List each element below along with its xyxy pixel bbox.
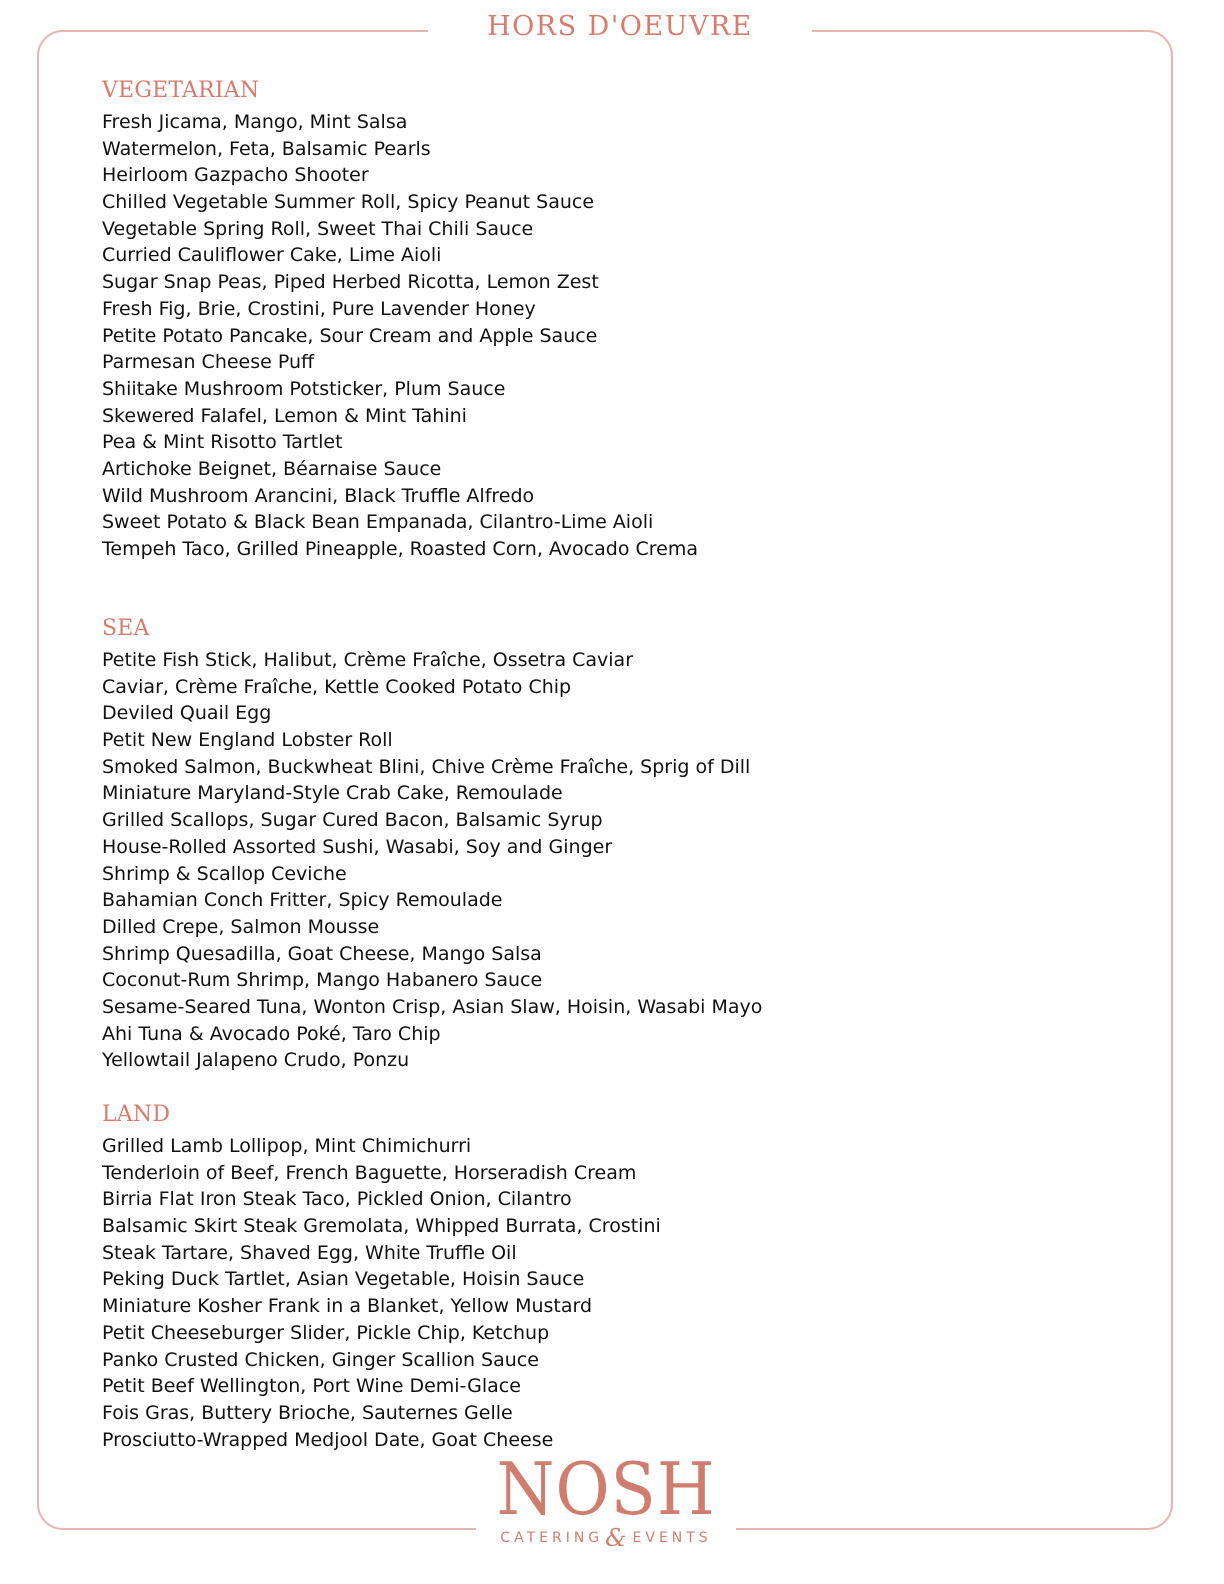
menu-item: Petit New England Lobster Roll	[102, 729, 393, 752]
menu-item: Sweet Potato & Black Bean Empanada, Cilantro-Lime Aioli	[102, 511, 654, 534]
menu-item: Smoked Salmon, Buckwheat Blini, Chive Crème Fraîche, Sprig of Dill	[102, 755, 751, 778]
menu-item: Miniature Maryland-Style Crab Cake, Remoulade	[102, 782, 563, 805]
menu-item: Vegetable Spring Roll, Sweet Thai Chili Sauce	[102, 217, 534, 240]
menu-item: Grilled Scallops, Sugar Cured Bacon, Balsamic Syrup	[102, 809, 603, 832]
menu-item: Shrimp & Scallop Ceviche	[102, 862, 347, 885]
section-sea	[102, 614, 1102, 1074]
menu-item: Panko Crusted Chicken, Ginger Scallion Sauce	[102, 1348, 539, 1371]
menu-item: Yellowtail Jalapeno Crudo, Ponzu	[102, 1049, 410, 1072]
logo-wordmark: NOSH	[496, 1447, 716, 1531]
menu-item: Petite Potato Pancake, Sour Cream and Apple Sauce	[102, 324, 598, 347]
logo-ampersand: &	[605, 1524, 627, 1552]
page-title: HORS D'OEUVRE	[487, 11, 753, 42]
menu-item: Chilled Vegetable Summer Roll, Spicy Peanut Sauce	[102, 191, 595, 214]
menu-item: Bahamian Conch Fritter, Spicy Remoulade	[102, 889, 503, 912]
menu-item: Prosciutto-Wrapped Medjool Date, Goat Cheese	[102, 1428, 554, 1451]
section-land	[102, 1100, 1102, 1453]
menu-item: Miniature Kosher Frank in a Blanket, Yellow Mustard	[102, 1295, 593, 1318]
menu-item: Sesame-Seared Tuna, Wonton Crisp, Asian Slaw, Hoisin, Wasabi Mayo	[102, 995, 763, 1018]
section-heading-land: LAND	[102, 1102, 171, 1127]
menu-item: Curried Cauliflower Cake, Lime Aioli	[102, 244, 442, 267]
menu-item: Balsamic Skirt Steak Gremolata, Whipped Burrata, Crostini	[102, 1215, 661, 1238]
section-vegetarian	[102, 76, 1102, 563]
menu-item: Heirloom Gazpacho Shooter	[102, 164, 369, 187]
menu-item: Dilled Crepe, Salmon Mousse	[102, 915, 380, 938]
menu-item: Artichoke Beignet, Béarnaise Sauce	[102, 457, 442, 480]
vegetarian-items	[102, 109, 1102, 563]
section-heading-vegetarian: VEGETARIAN	[102, 78, 260, 103]
menu-item: Sugar Snap Peas, Piped Herbed Ricotta, Lemon Zest	[102, 271, 599, 294]
menu-item: Fois Gras, Buttery Brioche, Sauternes Gelle	[102, 1401, 513, 1424]
land-items	[102, 1133, 1102, 1453]
menu-item: Fresh Fig, Brie, Crostini, Pure Lavender Honey	[102, 297, 536, 320]
menu-item: Skewered Falafel, Lemon & Mint Tahini	[102, 404, 467, 427]
nosh-logo	[476, 1447, 736, 1552]
menu-item: Caviar, Crème Fraîche, Kettle Cooked Potato Chip	[102, 675, 572, 698]
menu-item: Petit Cheeseburger Slider, Pickle Chip, Ketchup	[102, 1321, 550, 1344]
menu-item: Deviled Quail Egg	[102, 702, 272, 725]
menu-item: Coconut-Rum Shrimp, Mango Habanero Sauce	[102, 969, 543, 992]
menu-item: Steak Tartare, Shaved Egg, White Truffle Oil	[102, 1241, 517, 1264]
menu-item: Fresh Jicama, Mango, Mint Salsa	[102, 111, 408, 133]
menu-item: Watermelon, Feta, Balsamic Pearls	[102, 137, 431, 160]
sea-items	[102, 647, 1102, 1074]
menu-item: Wild Mushroom Arancini, Black Truffle Alfredo	[102, 484, 535, 507]
menu-item: Grilled Lamb Lollipop, Mint Chimichurri	[102, 1135, 472, 1157]
menu-item: Petite Fish Stick, Halibut, Crème Fraîche, Ossetra Caviar	[102, 649, 634, 671]
menu-item: Peking Duck Tartlet, Asian Vegetable, Hoisin Sauce	[102, 1268, 585, 1291]
menu-item: Pea & Mint Risotto Tartlet	[102, 431, 343, 454]
logo-sub-left: CATERING	[500, 1530, 604, 1546]
menu-item: Tempeh Taco, Grilled Pineapple, Roasted Corn, Avocado Crema	[102, 538, 698, 560]
menu-item: Ahi Tuna & Avocado Poké, Taro Chip	[102, 1022, 441, 1045]
logo-sub-right: EVENTS	[632, 1530, 712, 1546]
menu-item: Shrimp Quesadilla, Goat Cheese, Mango Salsa	[102, 942, 542, 965]
menu-item: Petit Beef Wellington, Port Wine Demi-Glace	[102, 1375, 521, 1398]
menu-item: Birria Flat Iron Steak Taco, Pickled Onion, Cilantro	[102, 1188, 572, 1211]
menu-item: Shiitake Mushroom Potsticker, Plum Sauce	[102, 377, 506, 400]
logo-subtitle	[476, 1524, 736, 1552]
menu-item: House-Rolled Assorted Sushi, Wasabi, Soy and Ginger	[102, 835, 613, 858]
section-heading-sea: SEA	[102, 616, 150, 641]
menu-item: Parmesan Cheese Puff	[102, 351, 315, 374]
menu-item: Tenderloin of Beef, French Baguette, Horseradish Cream	[102, 1161, 637, 1184]
